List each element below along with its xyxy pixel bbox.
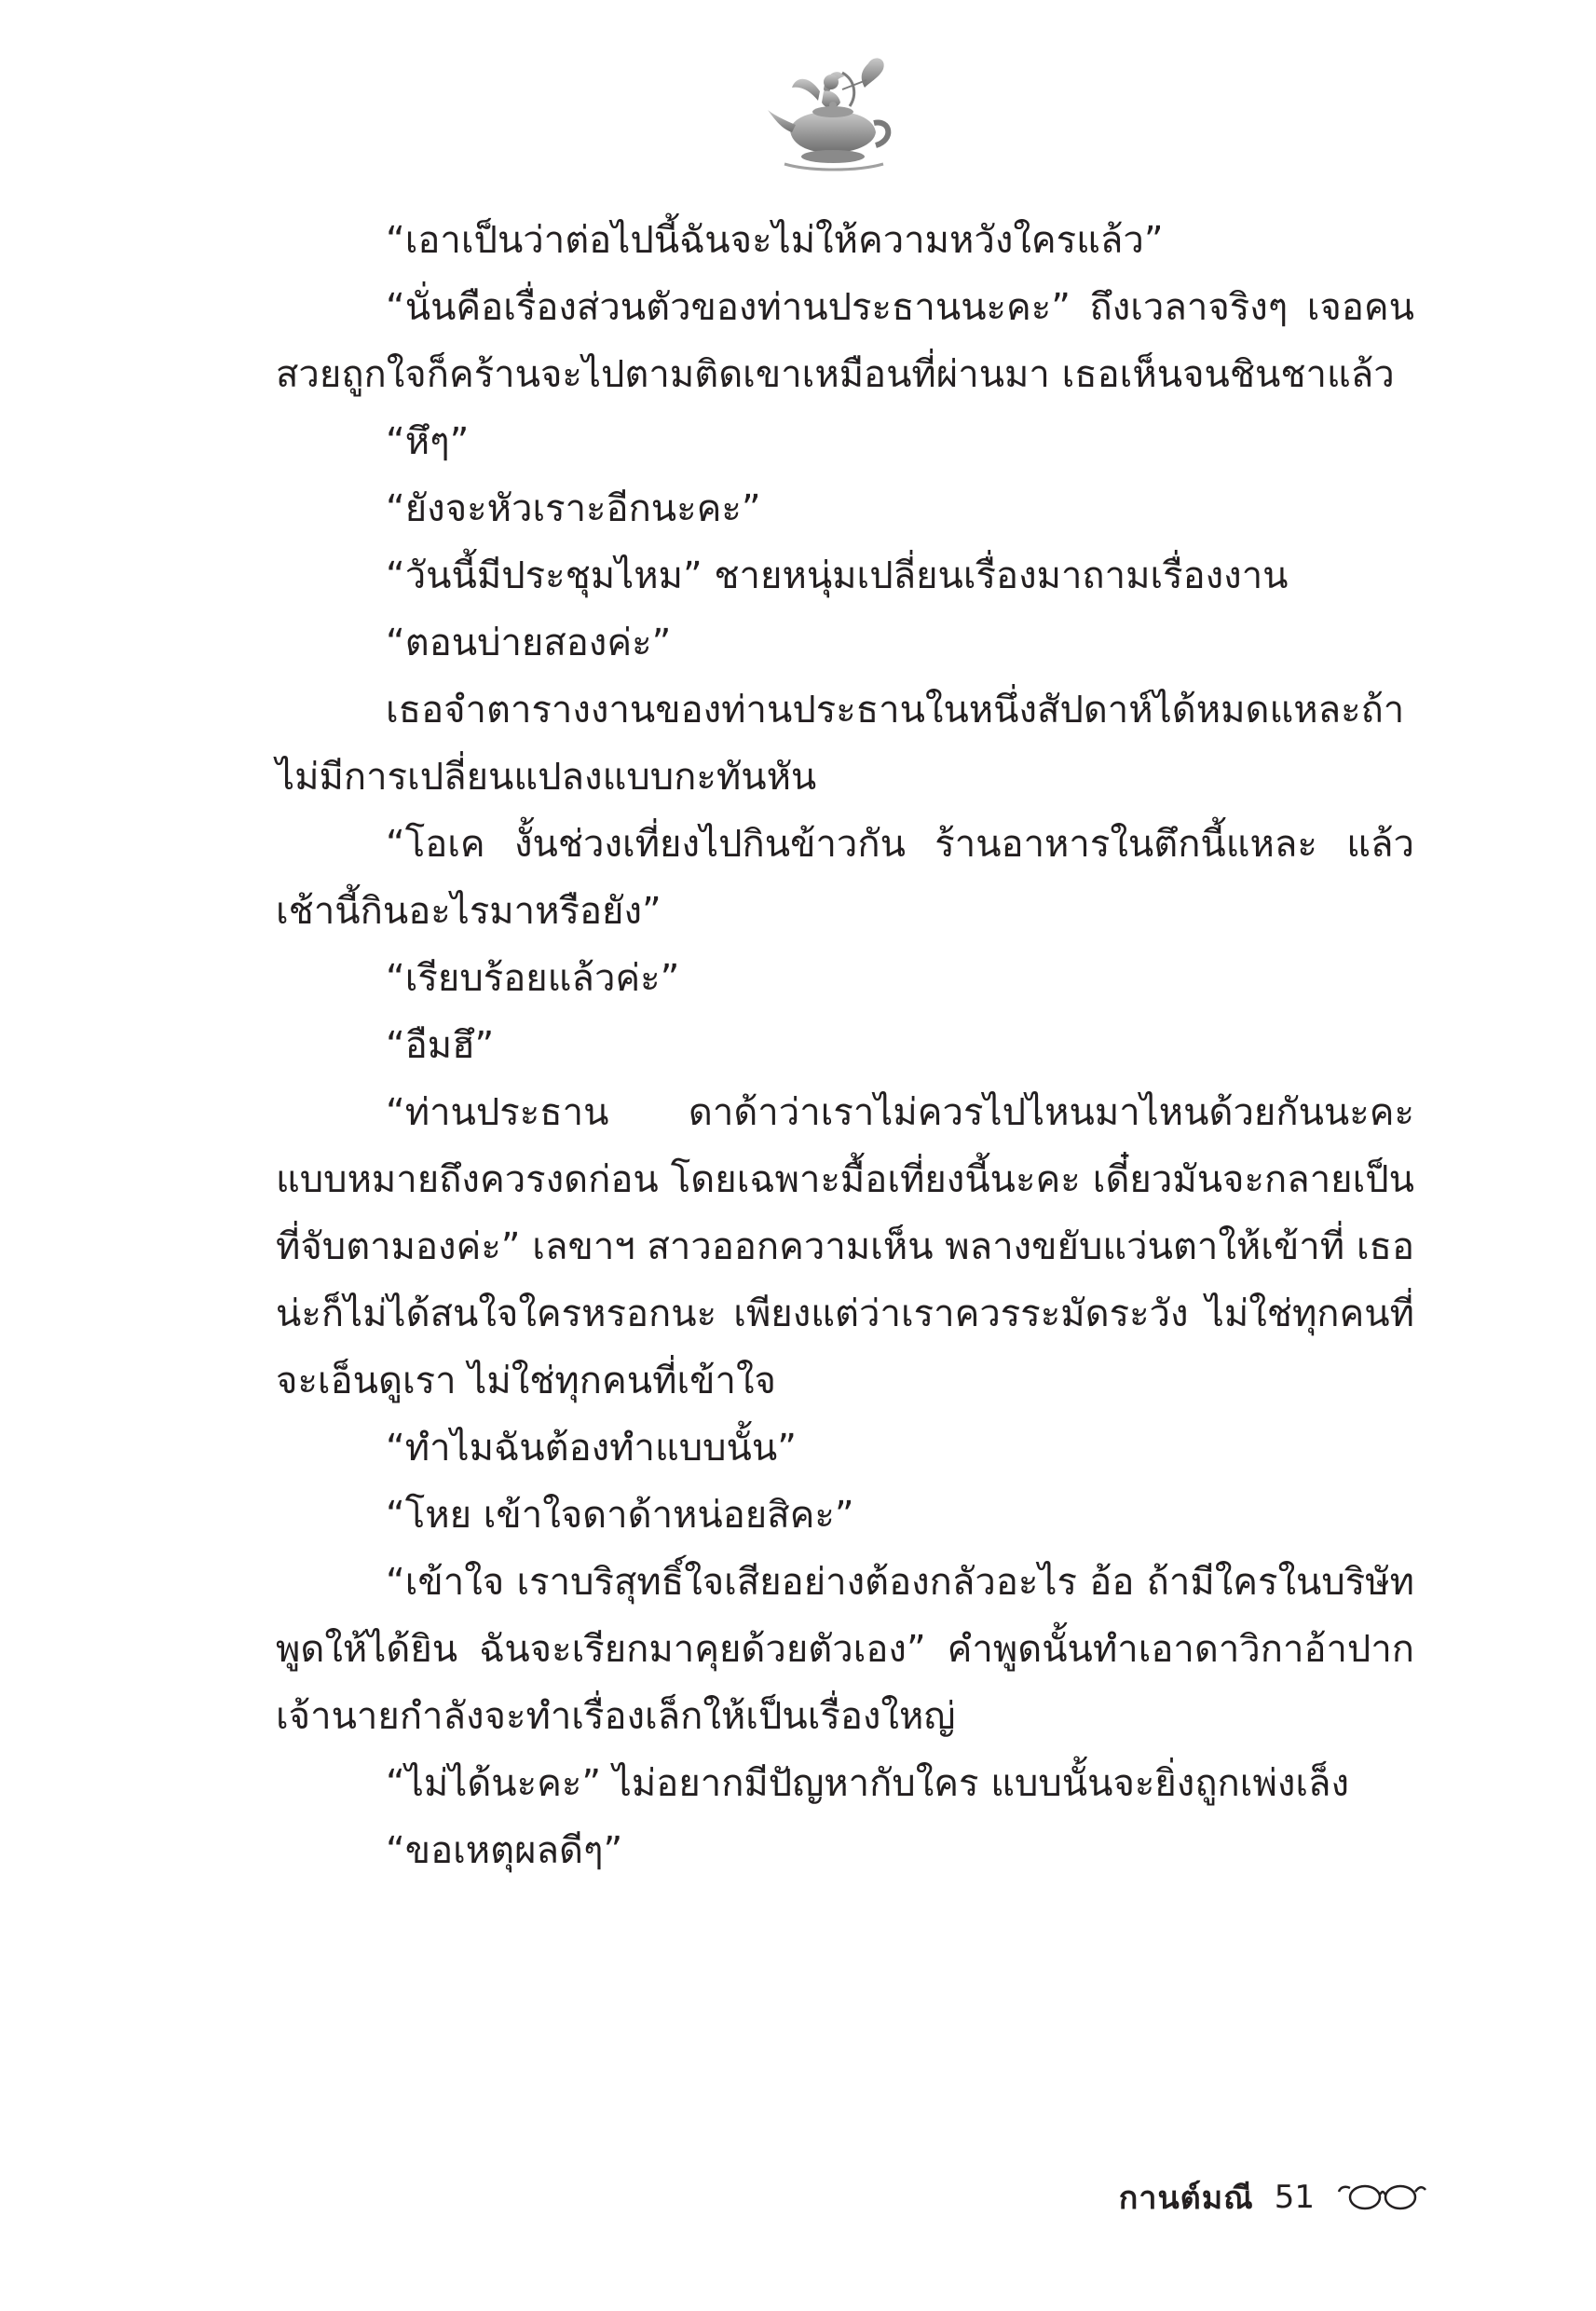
paragraph: “ท่านประธาน ดาด้าว่าเราไม่ควรไปไหนมาไหนด้วยกันนะคะ แบบหมายถึงควรงดก่อน โดยเฉพาะมื้อเที่ยงนี้นะคะ เดี๋ยวมันจะกลายเป็นที่จับตามองค่ะ” เลขาฯ สาวออกความเห็น พลางขยับแว่นตาให้เข้าที่ เธอน่ะก็ไม่ได้สนใจใครหรอกนะ เพียงแต่ว่าเราควรระมัดระวัง ไม่ใช่ทุกคนที่จะเอ็นดูเรา ไม่ใช่ทุกคนที่เข้าใจ bbox=[276, 1091, 1414, 1402]
paragraph: “เข้าใจ เราบริสุทธิ์ใจเสียอย่างต้องกลัวอะไร อ้อ ถ้ามีใครในบริษัทพูดให้ได้ยิน ฉันจะเรียกมาคุยด้วยตัวเอง” คำพูดนั้นทำเอาดาวิกาอ้าปากเจ้านายกำลังจะทำเรื่องเล็กให้เป็นเรื่องใหญ่ bbox=[276, 1561, 1414, 1738]
page-footer bbox=[1119, 2169, 1428, 2225]
paragraph: “เรียบร้อยแล้วค่ะ” bbox=[386, 957, 680, 1000]
cupid-teapot-ornament-icon bbox=[764, 54, 904, 175]
paragraph: “ไม่ได้นะคะ” ไม่อยากมีปัญหากับใคร แบบนั้นจะยิ่งถูกเพ่งเล็ง bbox=[386, 1762, 1350, 1805]
paragraph: “ตอนบ่ายสองค่ะ” bbox=[386, 622, 672, 664]
story-text bbox=[276, 207, 1414, 1884]
paragraph: “ทำไมฉันต้องทำแบบนั้น” bbox=[386, 1427, 797, 1470]
paragraph: “เอาเป็นว่าต่อไปนี้ฉันจะไม่ให้ความหวังใครแล้ว” bbox=[386, 219, 1164, 262]
paragraph: “ขอเหตุผลดีๆ” bbox=[386, 1829, 623, 1872]
paragraph: “หึๆ” bbox=[386, 420, 470, 463]
paragraph: “วันนี้มีประชุมไหม” ชายหนุ่มเปลี่ยนเรื่องมาถามเรื่องงาน bbox=[386, 554, 1289, 597]
author-name: กานต์มณี bbox=[1118, 2180, 1254, 2217]
paragraph: “โอเค งั้นช่วงเที่ยงไปกินข้าวกัน ร้านอาหารในตึกนี้แหละ แล้วเช้านี้กินอะไรมาหรือยัง” bbox=[276, 823, 1414, 933]
paragraph: “ยังจะหัวเราะอีกนะคะ” bbox=[386, 487, 761, 530]
paragraph: “นั่นคือเรื่องส่วนตัวของท่านประธานนะคะ” ถึงเวลาจริงๆ เจอคนสวยถูกใจก็คร้านจะไปตามติดเขาเหมือนที่ผ่านมา เธอเห็นจนชินชาแล้ว bbox=[276, 286, 1414, 396]
paragraph: “โหย เข้าใจดาด้าหน่อยสิคะ” bbox=[386, 1494, 854, 1537]
eyeglasses-icon bbox=[1335, 2179, 1428, 2216]
paragraph: “อืมฮึ” bbox=[386, 1024, 495, 1067]
paragraph: เธอจำตารางงานของท่านประธานในหนึ่งสัปดาห์ได้หมดแหละถ้าไม่มีการเปลี่ยนแปลงแบบกะทันหัน bbox=[276, 689, 1405, 799]
page-number: 51 bbox=[1274, 2179, 1315, 2216]
